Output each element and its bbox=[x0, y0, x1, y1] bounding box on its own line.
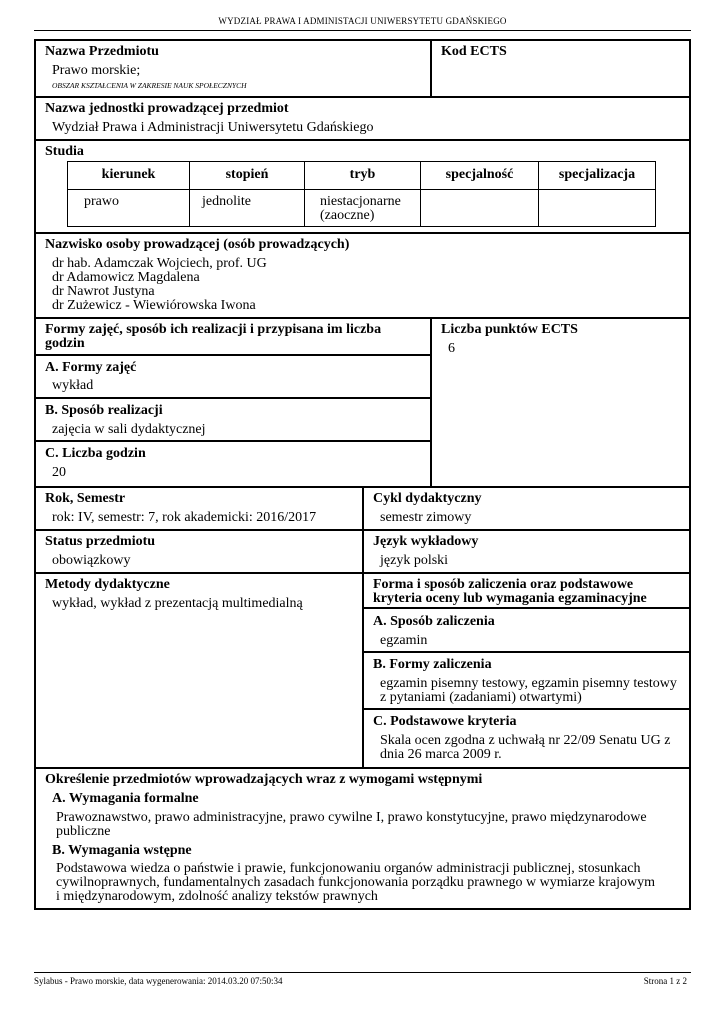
assessment-label-line2: kryteria oceny lub wymagania egzaminacyjne bbox=[373, 591, 647, 606]
language-label: Język wykładowy bbox=[373, 534, 479, 549]
year-label: Rok, Semestr bbox=[45, 491, 126, 506]
lecturer-item: dr Nawrot Justyna bbox=[52, 284, 155, 299]
studies-cell-tryb: niestacjonarne bbox=[320, 194, 401, 209]
assessment-b-value-line2: z pytaniami (zadaniami) otwartymi) bbox=[380, 690, 582, 705]
studies-label: Studia bbox=[45, 144, 84, 159]
studies-header-tryb: tryb bbox=[349, 167, 376, 182]
lecturer-item: dr Adamowicz Magdalena bbox=[52, 270, 200, 285]
course-name: Prawo morskie; bbox=[52, 63, 141, 78]
assessment-label: Forma i sposób zaliczenia oraz podstawowe bbox=[373, 577, 634, 592]
prereq-a-label: A. Wymagania formalne bbox=[52, 791, 199, 806]
assessment-c-label: C. Podstawowe kryteria bbox=[373, 714, 517, 729]
studies-header-specjalizacja: specjalizacja bbox=[558, 167, 636, 182]
year-value: rok: IV, semestr: 7, rok akademicki: 2016/2017 bbox=[52, 510, 317, 525]
forms-c-label: C. Liczba godzin bbox=[45, 446, 146, 461]
prereq-a-value-line2: publiczne bbox=[56, 824, 111, 839]
lecturers-label: Nazwisko osoby prowadzącej (osób prowadzących) bbox=[45, 237, 350, 252]
assessment-b-label: B. Formy zaliczenia bbox=[373, 657, 492, 672]
prereq-b-value-line3: i międzynarodowym, zdolność analizy tekstów prawnych bbox=[56, 889, 378, 904]
status-value: obowiązkowy bbox=[52, 553, 131, 568]
studies-header-stopien: stopień bbox=[225, 167, 269, 182]
studies-header-specjalnosc: specjalność bbox=[445, 167, 514, 182]
unit-value: Wydział Prawa i Administracji Uniwersytetu Gdańskiego bbox=[52, 120, 374, 135]
studies-cell-stopien: jednolite bbox=[202, 194, 251, 209]
assessment-b-value: egzamin pisemny testowy, egzamin pisemny testowy bbox=[380, 676, 677, 691]
forms-a-label: A. Formy zajęć bbox=[45, 360, 137, 375]
unit-label: Nazwa jednostki prowadzącej przedmiot bbox=[45, 101, 289, 116]
assessment-c-value-line2: dnia 26 marca 2009 r. bbox=[380, 747, 502, 762]
prereq-b-value-line2: cywilnoprawnych, fundamentalnych zasadach funkcjonowania porządku prawnego w wymiarze krajowym bbox=[56, 875, 656, 890]
course-area: OBSZAR KSZTAŁCENIA W ZAKRESIE NAUK SPOŁECZNYCH bbox=[52, 81, 247, 90]
lecturer-item: dr hab. Adamczak Wojciech, prof. UG bbox=[52, 256, 267, 271]
forms-label: Formy zajęć, sposób ich realizacji i przypisana im liczba bbox=[45, 322, 382, 337]
footer-page-number: Strona 1 z 2 bbox=[643, 976, 687, 986]
assessment-a-label: A. Sposób zaliczenia bbox=[373, 614, 495, 629]
forms-c-value: 20 bbox=[52, 465, 66, 480]
studies-cell-tryb-line2: (zaoczne) bbox=[320, 208, 375, 223]
ects-points-label: Liczba punktów ECTS bbox=[441, 322, 578, 337]
forms-b-label: B. Sposób realizacji bbox=[45, 403, 163, 418]
language-value: język polski bbox=[380, 553, 449, 568]
ects-code-label: Kod ECTS bbox=[441, 44, 507, 59]
cycle-label: Cykl dydaktyczny bbox=[373, 491, 482, 506]
footer-generated: Sylabus - Prawo morskie, data wygenerowania: 2014.03.20 07:50:34 bbox=[34, 976, 283, 986]
studies-cell-kierunek: prawo bbox=[84, 194, 119, 209]
prereq-a-value: Prawoznawstwo, prawo administracyjne, prawo cywilne I, prawo konstytucyjne, prawo międzynarodowe bbox=[56, 810, 647, 825]
forms-b-value: zajęcia w sali dydaktycznej bbox=[52, 422, 206, 437]
methods-value: wykład, wykład z prezentacją multimedialną bbox=[52, 596, 303, 611]
footer-rule bbox=[34, 972, 691, 973]
forms-label-line2: godzin bbox=[45, 336, 85, 351]
lecturer-item: dr Zużewicz - Wiewiórowska Iwona bbox=[52, 298, 256, 313]
assessment-a-value: egzamin bbox=[380, 633, 428, 648]
cycle-value: semestr zimowy bbox=[380, 510, 472, 525]
status-label: Status przedmiotu bbox=[45, 534, 156, 549]
ects-points-value: 6 bbox=[448, 341, 455, 356]
prereq-label: Określenie przedmiotów wprowadzających wraz z wymogami wstępnymi bbox=[45, 772, 483, 787]
course-name-label: Nazwa Przedmiotu bbox=[45, 44, 159, 59]
studies-header-kierunek: kierunek bbox=[101, 167, 156, 182]
prereq-b-label: B. Wymagania wstępne bbox=[52, 843, 192, 858]
methods-label: Metody dydaktyczne bbox=[45, 577, 170, 592]
page-header: WYDZIAŁ PRAWA I ADMINISTACJI UNIWERSYTETU GDAŃSKIEGO bbox=[218, 16, 507, 26]
header-rule bbox=[34, 30, 691, 31]
prereq-b-value: Podstawowa wiedza o państwie i prawie, funkcjonowaniu organów administracji publicznej, stosunkach bbox=[56, 861, 641, 876]
assessment-c-value: Skala ocen zgodna z uchwałą nr 22/09 Senatu UG z bbox=[380, 733, 671, 748]
forms-a-value: wykład bbox=[52, 378, 94, 393]
